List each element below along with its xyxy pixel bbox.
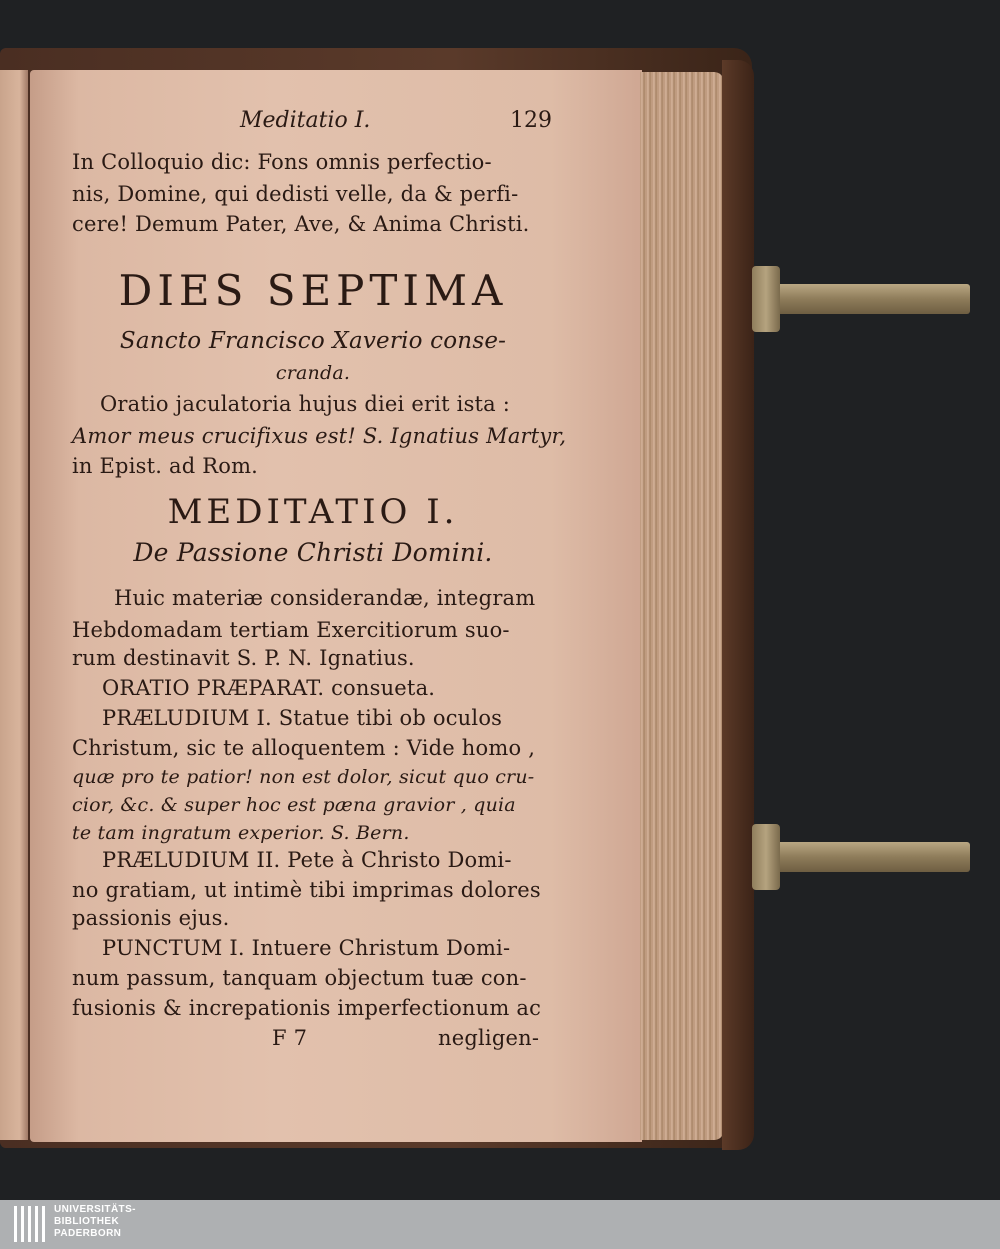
text-line: in Epist. ad Rom. (72, 454, 259, 478)
text-line: rum destinavit S. P. N. Ignatius. (72, 646, 415, 670)
text-line: no gratiam, ut intimè tibi imprimas dolores (72, 878, 541, 902)
text-line: Oratio jaculatoria hujus diei erit ista : (100, 392, 511, 416)
upper-clasp (752, 284, 970, 314)
text-line: PUNCTUM I. Intuere Christum Domi- (102, 936, 511, 960)
text-line: te tam ingratum experior. S. Bern. (72, 822, 410, 844)
text-line: Christum, sic te alloquentem : Vide homo , (72, 736, 536, 760)
text-line: PRÆLUDIUM II. Pete à Christo Domi- (102, 848, 512, 872)
left-page-edge (0, 70, 28, 1140)
lower-clasp (752, 842, 970, 872)
text-line: cere! Demum Pater, Ave, & Anima Christi. (72, 212, 530, 236)
cover-edge (722, 60, 754, 1150)
meditation-heading: MEDITATIO I. (167, 492, 459, 532)
day-heading: DIES SEPTIMA (118, 266, 508, 315)
catchword: negligen- (438, 1026, 540, 1050)
dedication-line: cranda. (275, 362, 351, 384)
text-line: nis, Domine, qui dedisti velle, da & perfi- (72, 182, 519, 206)
text-line: num passum, tanquam objectum tuæ con- (72, 966, 527, 990)
dedication-line: Sancto Francisco Xaverio conse- (119, 328, 507, 354)
text-line: quæ pro te patior! non est dolor, sicut quo cru- (72, 766, 535, 788)
text-line: cior, &c. & super hoc est pæna gravior , quia (72, 794, 516, 816)
library-footer (0, 1200, 1000, 1249)
text-line: Amor meus crucifixus est! S. Ignatius Martyr, (72, 424, 567, 448)
library-name: UNIVERSITÄTS- BIBLIOTHEK PADERBORN (54, 1204, 136, 1239)
text-line: Hebdomadam tertiam Exercitiorum suo- (72, 618, 510, 642)
library-logo-icon (14, 1206, 46, 1242)
text-line: passionis ejus. (72, 906, 230, 930)
text-line: In Colloquio dic: Fons omnis perfectio- (72, 150, 492, 174)
signature-mark: F 7 (272, 1026, 308, 1050)
text-line: PRÆLUDIUM I. Statue tibi ob oculos (102, 706, 503, 730)
page-number: 129 (510, 108, 552, 133)
meditation-subtitle: De Passione Christi Domini. (133, 538, 493, 567)
running-head: Meditatio I. (240, 108, 371, 133)
page-edges (640, 72, 724, 1140)
text-line: Huic materiæ considerandæ, integram (114, 586, 536, 610)
text-line: ORATIO PRÆPARAT. consueta. (102, 676, 436, 700)
text-line: fusionis & increpationis imperfectionum ac (72, 996, 542, 1020)
